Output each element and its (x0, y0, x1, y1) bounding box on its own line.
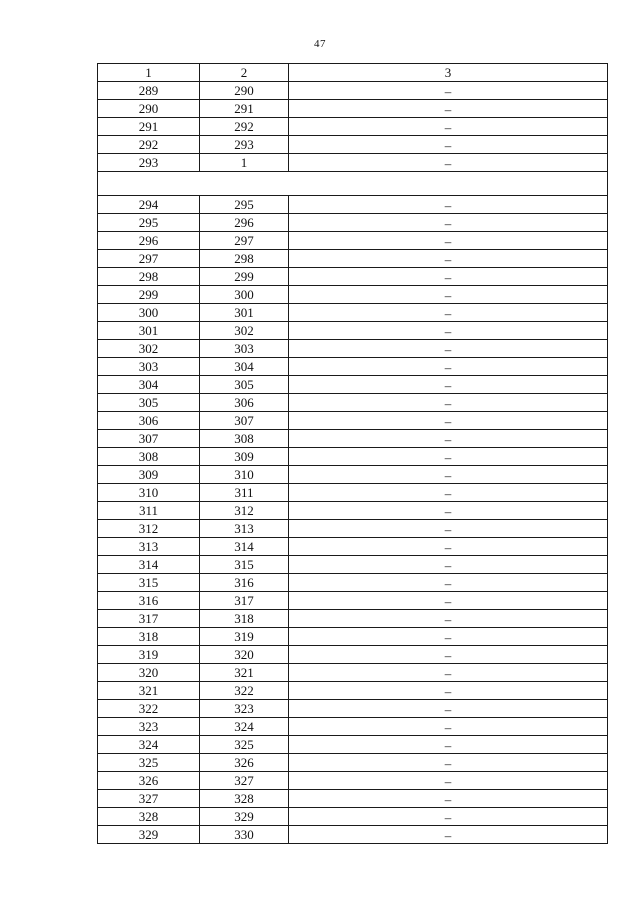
dash-value: – (444, 575, 452, 591)
table-cell-col-3 (289, 82, 608, 100)
table-cell-col-2: 1 (200, 154, 289, 172)
table-cell-col-3 (289, 448, 608, 466)
table-row (98, 376, 608, 394)
table-row (98, 430, 608, 448)
table-cell-col-3 (289, 556, 608, 574)
dash-value: – (444, 137, 452, 153)
table-cell-col-1: 309 (98, 466, 200, 484)
table-row (98, 304, 608, 322)
table-cell-col-1: 298 (98, 268, 200, 286)
table-row (98, 118, 608, 136)
table-cell-col-3 (289, 826, 608, 844)
table-row (98, 592, 608, 610)
table-cell-col-1: 313 (98, 538, 200, 556)
table-cell-col-3 (289, 214, 608, 232)
dash-value: – (444, 719, 452, 735)
table-row (98, 808, 608, 826)
table-cell-col-3 (289, 394, 608, 412)
table-cell-col-1: 302 (98, 340, 200, 358)
table-cell-col-1: 290 (98, 100, 200, 118)
dash-value: – (444, 215, 452, 231)
table-cell-col-2: 324 (200, 718, 289, 736)
table-cell-col-2: 314 (200, 538, 289, 556)
table-cell-col-2: 296 (200, 214, 289, 232)
table-row (98, 394, 608, 412)
table-separator-group (98, 172, 608, 196)
table-separator-row (98, 172, 608, 196)
table-row (98, 610, 608, 628)
table-row (98, 664, 608, 682)
table-row (98, 100, 608, 118)
dash-value: – (444, 611, 452, 627)
table-cell-col-2: 311 (200, 484, 289, 502)
table-cell-col-2: 316 (200, 574, 289, 592)
table-cell-col-3 (289, 502, 608, 520)
table-row (98, 322, 608, 340)
table-cell-col-1: 292 (98, 136, 200, 154)
dash-value: – (444, 467, 452, 483)
dash-value: – (444, 809, 452, 825)
dash-value: – (444, 629, 452, 645)
dash-value: – (444, 485, 452, 501)
dash-value: – (444, 647, 452, 663)
table-cell-col-1: 293 (98, 154, 200, 172)
table-cell-col-1: 311 (98, 502, 200, 520)
table-cell-col-2: 306 (200, 394, 289, 412)
table-row (98, 286, 608, 304)
table-cell-col-2: 290 (200, 82, 289, 100)
table-row (98, 682, 608, 700)
table-cell-col-1: 300 (98, 304, 200, 322)
table-cell-col-1: 308 (98, 448, 200, 466)
column-header-3: 3 (289, 64, 608, 82)
table-row (98, 214, 608, 232)
table-cell-col-1: 329 (98, 826, 200, 844)
dash-value: – (444, 359, 452, 375)
table-cell-col-1: 296 (98, 232, 200, 250)
table-cell-col-2: 317 (200, 592, 289, 610)
table-cell-col-2: 318 (200, 610, 289, 628)
table-row (98, 448, 608, 466)
table-cell-col-3 (289, 118, 608, 136)
table-cell-col-1: 322 (98, 700, 200, 718)
table-cell-col-3 (289, 196, 608, 214)
table-cell-col-2: 320 (200, 646, 289, 664)
table-cell-col-3 (289, 538, 608, 556)
dash-value: – (444, 737, 452, 753)
table-cell-col-2: 301 (200, 304, 289, 322)
table-cell-col-2: 303 (200, 340, 289, 358)
table-row (98, 82, 608, 100)
table-cell-col-3 (289, 772, 608, 790)
table-cell-col-1: 318 (98, 628, 200, 646)
dash-value: – (444, 449, 452, 465)
dash-value: – (444, 119, 452, 135)
table-row (98, 502, 608, 520)
table-cell-col-3 (289, 682, 608, 700)
table-cell-col-2: 291 (200, 100, 289, 118)
table-cell-col-2: 299 (200, 268, 289, 286)
table-row (98, 358, 608, 376)
table-cell-col-3 (289, 664, 608, 682)
dash-value: – (444, 83, 452, 99)
table-row (98, 754, 608, 772)
table-row (98, 484, 608, 502)
dash-value: – (444, 701, 452, 717)
table-cell-col-2: 323 (200, 700, 289, 718)
table-cell-col-3 (289, 340, 608, 358)
table-cell-col-3 (289, 736, 608, 754)
table-cell-col-1: 316 (98, 592, 200, 610)
dash-value: – (444, 197, 452, 213)
table-cell-col-2: 325 (200, 736, 289, 754)
dash-value: – (444, 287, 452, 303)
table-cell-col-1: 317 (98, 610, 200, 628)
table-cell-col-1: 307 (98, 430, 200, 448)
dash-value: – (444, 377, 452, 393)
table-body-group-1 (98, 82, 608, 172)
table-cell-col-3 (289, 286, 608, 304)
dash-value: – (444, 503, 452, 519)
table-cell-col-3 (289, 466, 608, 484)
dash-value: – (444, 539, 452, 555)
separator-cell (98, 172, 608, 196)
table-row (98, 556, 608, 574)
table-cell-col-1: 305 (98, 394, 200, 412)
table-cell-col-2: 322 (200, 682, 289, 700)
dash-value: – (444, 323, 452, 339)
table-cell-col-3 (289, 628, 608, 646)
dash-value: – (444, 791, 452, 807)
dash-value: – (444, 521, 452, 537)
table-row (98, 736, 608, 754)
table-cell-col-1: 301 (98, 322, 200, 340)
table-row (98, 826, 608, 844)
table-cell-col-3 (289, 136, 608, 154)
table-cell-col-2: 313 (200, 520, 289, 538)
table-cell-col-1: 314 (98, 556, 200, 574)
table-cell-col-2: 308 (200, 430, 289, 448)
table-cell-col-2: 312 (200, 502, 289, 520)
table-cell-col-2: 321 (200, 664, 289, 682)
dash-value: – (444, 431, 452, 447)
table-cell-col-3 (289, 520, 608, 538)
table-cell-col-2: 304 (200, 358, 289, 376)
table-cell-col-2: 297 (200, 232, 289, 250)
table-cell-col-1: 294 (98, 196, 200, 214)
table-cell-col-2: 295 (200, 196, 289, 214)
table-cell-col-2: 293 (200, 136, 289, 154)
table-cell-col-2: 298 (200, 250, 289, 268)
dash-value: – (444, 557, 452, 573)
table-cell-col-2: 327 (200, 772, 289, 790)
table-row (98, 154, 608, 172)
table-row (98, 538, 608, 556)
table-cell-col-3 (289, 412, 608, 430)
dash-value: – (444, 665, 452, 681)
table-cell-col-2: 302 (200, 322, 289, 340)
table-cell-col-2: 328 (200, 790, 289, 808)
table-row (98, 574, 608, 592)
table-cell-col-3 (289, 592, 608, 610)
table-row (98, 628, 608, 646)
table-cell-col-3 (289, 376, 608, 394)
table-cell-col-1: 295 (98, 214, 200, 232)
dash-value: – (444, 683, 452, 699)
dash-value: – (444, 305, 452, 321)
table-cell-col-3 (289, 646, 608, 664)
table-cell-col-2: 305 (200, 376, 289, 394)
table-row (98, 718, 608, 736)
table-cell-col-1: 297 (98, 250, 200, 268)
table-row (98, 772, 608, 790)
table-row (98, 196, 608, 214)
table-row (98, 646, 608, 664)
table-row (98, 250, 608, 268)
table-header-row (98, 64, 608, 82)
table-cell-col-1: 291 (98, 118, 200, 136)
table-cell-col-1: 323 (98, 718, 200, 736)
table-cell-col-1: 319 (98, 646, 200, 664)
table-cell-col-2: 319 (200, 628, 289, 646)
table-cell-col-3 (289, 358, 608, 376)
table-row (98, 520, 608, 538)
table-cell-col-2: 309 (200, 448, 289, 466)
table-cell-col-1: 327 (98, 790, 200, 808)
table-row (98, 466, 608, 484)
table-cell-col-3 (289, 808, 608, 826)
table-cell-col-3 (289, 484, 608, 502)
table-cell-col-3 (289, 430, 608, 448)
table-cell-col-1: 324 (98, 736, 200, 754)
table-cell-col-3 (289, 700, 608, 718)
table-row (98, 340, 608, 358)
table-cell-col-1: 328 (98, 808, 200, 826)
table-cell-col-3 (289, 232, 608, 250)
table-cell-col-3 (289, 154, 608, 172)
table-cell-col-1: 299 (98, 286, 200, 304)
page-number: 47 (314, 38, 326, 50)
table-cell-col-3 (289, 718, 608, 736)
dash-value: – (444, 251, 452, 267)
table-cell-col-1: 306 (98, 412, 200, 430)
table-cell-col-1: 289 (98, 82, 200, 100)
table-cell-col-3 (289, 304, 608, 322)
dash-value: – (444, 593, 452, 609)
table-cell-col-2: 315 (200, 556, 289, 574)
table-row (98, 268, 608, 286)
table-cell-col-3 (289, 754, 608, 772)
table-row (98, 790, 608, 808)
dash-value: – (444, 101, 452, 117)
table-cell-col-1: 310 (98, 484, 200, 502)
column-header-1: 1 (98, 64, 200, 82)
table-cell-col-2: 326 (200, 754, 289, 772)
table-cell-col-3 (289, 574, 608, 592)
table-cell-col-3 (289, 610, 608, 628)
dash-value: – (444, 755, 452, 771)
table-cell-col-2: 292 (200, 118, 289, 136)
table-cell-col-1: 320 (98, 664, 200, 682)
dash-value: – (444, 341, 452, 357)
table-cell-col-1: 326 (98, 772, 200, 790)
table-cell-col-2: 330 (200, 826, 289, 844)
table-cell-col-3 (289, 790, 608, 808)
table-cell-col-2: 300 (200, 286, 289, 304)
table-cell-col-1: 304 (98, 376, 200, 394)
data-table (97, 63, 608, 844)
table-body-group-2 (98, 196, 608, 844)
table-row (98, 136, 608, 154)
table-row (98, 232, 608, 250)
table-cell-col-1: 315 (98, 574, 200, 592)
table-row (98, 412, 608, 430)
dash-value: – (444, 233, 452, 249)
table-cell-col-1: 312 (98, 520, 200, 538)
dash-value: – (444, 773, 452, 789)
dash-value: – (444, 413, 452, 429)
table-cell-col-1: 321 (98, 682, 200, 700)
dash-value: – (444, 827, 452, 843)
table-cell-col-2: 329 (200, 808, 289, 826)
table-cell-col-2: 310 (200, 466, 289, 484)
table-row (98, 700, 608, 718)
column-header-2: 2 (200, 64, 289, 82)
dash-value: – (444, 269, 452, 285)
dash-value: – (444, 395, 452, 411)
table-cell-col-3 (289, 322, 608, 340)
table-cell-col-1: 303 (98, 358, 200, 376)
table-cell-col-3 (289, 268, 608, 286)
table-cell-col-1: 325 (98, 754, 200, 772)
dash-value: – (444, 155, 452, 171)
table-cell-col-3 (289, 100, 608, 118)
table-cell-col-2: 307 (200, 412, 289, 430)
table-cell-col-3 (289, 250, 608, 268)
